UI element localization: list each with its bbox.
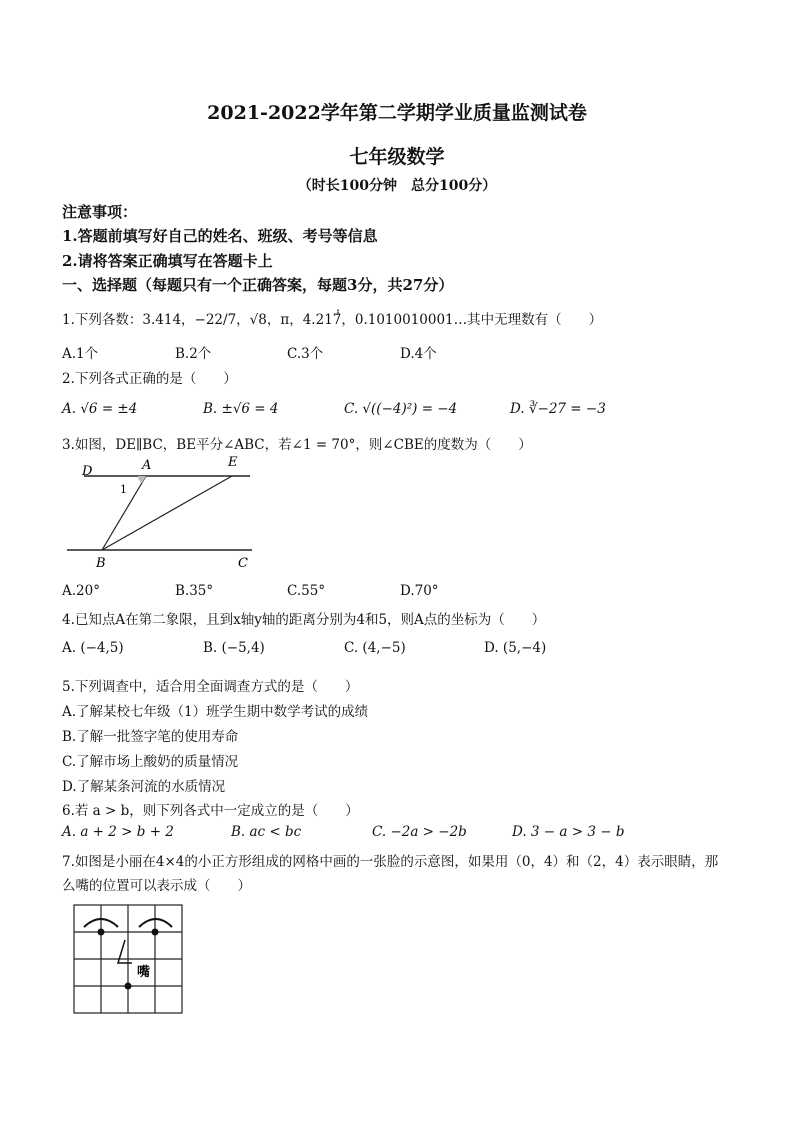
q3-figure [62,455,262,580]
question-5: 5.下列调查中，适合用全面调查方式的是（ ） [62,679,359,695]
label-angle-1: 1 [120,483,127,496]
q5-option-d: D.了解某条河流的水质情况 [62,779,226,795]
q4-option-d: D. (5,−4) [484,640,547,656]
q1-option-d: D.4个 [400,346,437,362]
q2-option-a: A. √6 = ±4 [62,401,138,417]
q1-option-b: B.2个 [175,346,212,362]
q2-option-d: D. ∛−27 = −3 [510,401,606,417]
label-a: A [142,458,152,473]
question-4: 4.已知点A在第二象限，且到x轴y轴的距离分别为4和5，则A点的坐标为（ ） [62,612,546,628]
label-c: C [238,556,248,571]
notes-item-2: 2.请将答案正确填写在答题卡上 [62,252,273,270]
angle-1-mark [138,476,146,483]
left-eye [98,929,105,936]
exam-subtitle: 七年级数学 [349,146,445,168]
q7-face-grid [72,903,186,1017]
q3-option-a: A.20° [62,583,100,599]
notes-item-1: 1.答题前填写好自己的姓名、班级、考号等信息 [62,227,378,245]
q4-option-b: B. (−5,4) [203,640,265,656]
q4-option-c: C. (4,−5) [344,640,406,656]
q6-option-c: C. −2a > −2b [372,824,467,840]
q2-option-b: B. ±√6 = 4 [203,401,279,417]
question-3: 3.如图，DE∥BC，BE平分∠ABC，若∠1 = 70°，则∠CBE的度数为（ ） [62,437,532,453]
q5-option-a: A.了解某校七年级（1）班学生期中数学考试的成绩 [62,704,369,720]
q5-option-b: B.了解一批签字笔的使用寿命 [62,729,239,745]
q6-option-b: B. ac < bc [231,824,302,840]
section1-heading: 一、选择题（每题只有一个正确答案，每题3分，共27分） [62,276,454,294]
question-2: 2.下列各式正确的是（ ） [62,371,237,387]
q1-option-c: C.3个 [287,346,324,362]
q4-option-a: A. (−4,5) [62,640,124,656]
exam-duration: （时长100分钟 总分100分） [297,178,497,194]
label-b: B [96,556,106,571]
notes-heading: 注意事项： [62,203,138,221]
q1-option-a: A.1个 [62,346,99,362]
question-1: 1.下列各数：3.414，−22/7，√8，π，4.217̇̇̇，0.1010010001…其中无理数有（ ） [62,312,603,328]
mouth-label: 嘴 [137,965,151,980]
q2-option-c: C. √((−4)²) = −4 [344,401,458,417]
label-e: E [228,455,238,470]
right-eye [152,929,159,936]
mouth-point [125,983,132,990]
question-6: 6.若 a > b，则下列各式中一定成立的是（ ） [62,803,359,819]
q3-option-b: B.35° [175,583,214,599]
label-d: D [82,464,93,479]
q6-option-d: D. 3 − a > 3 − b [512,824,625,840]
q6-option-a: A. a + 2 > b + 2 [62,824,174,840]
q3-option-d: D.70° [400,583,439,599]
q5-option-c: C.了解市场上酸奶的质量情况 [62,754,239,770]
question-7-line-1: 7.如图是小丽在4×4的小正方形组成的网格中画的一张脸的示意图，如果用（0，4）和（2，4）表示眼睛，那 [62,854,719,870]
exam-title: 2021-2022学年第二学期学业质量监测试卷 [207,102,587,124]
q3-option-c: C.55° [287,583,326,599]
question-7-line-2: 么嘴的位置可以表示成（ ） [62,878,251,894]
